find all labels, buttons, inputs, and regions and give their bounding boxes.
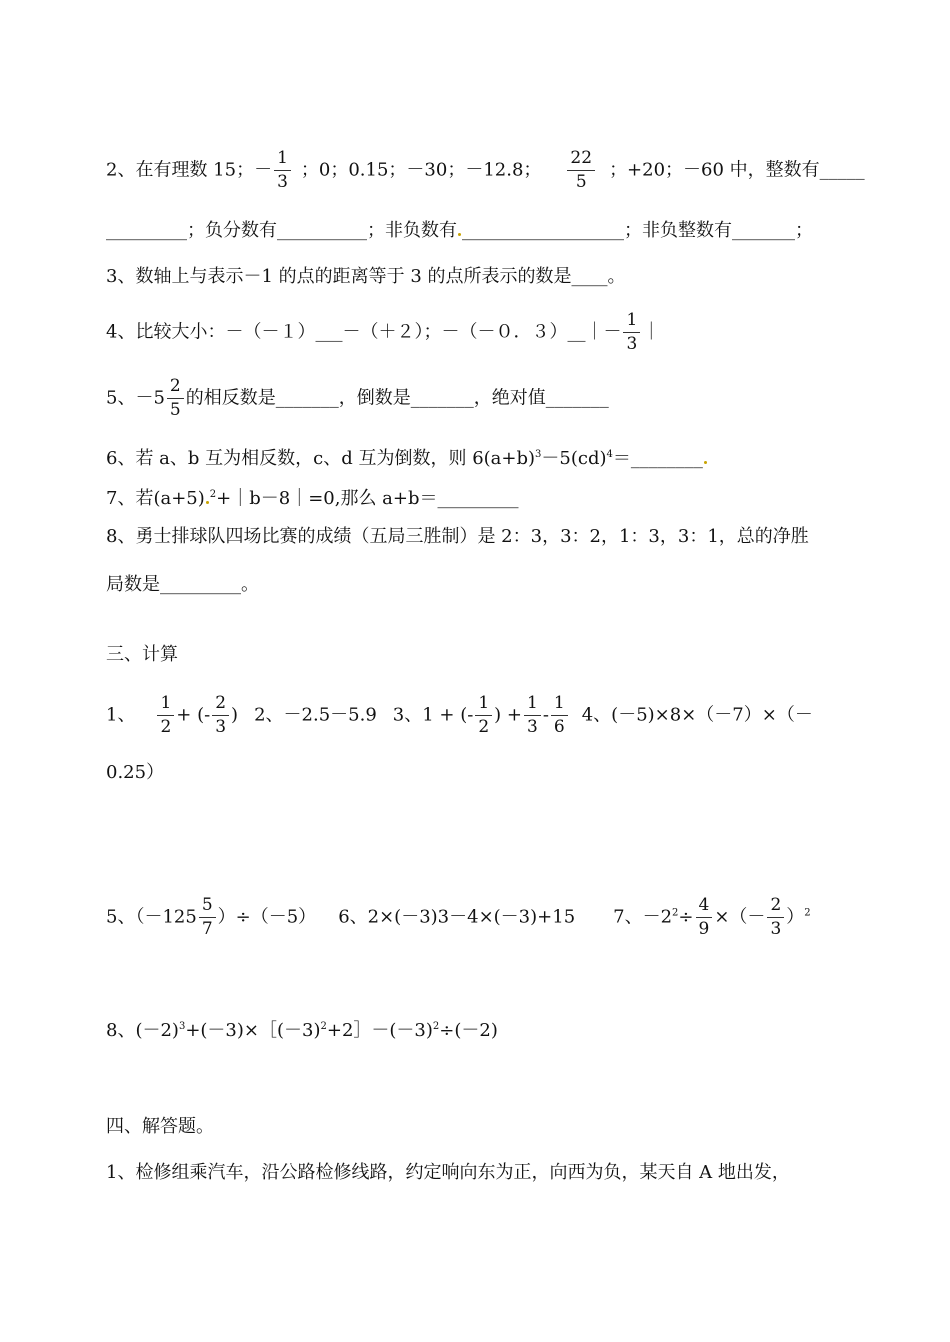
q2-line2a: _________；负分数有__________；非负数有 <box>106 220 457 241</box>
fraction-one-third: $\frac{1}{3}$ <box>274 150 291 191</box>
calc-8-s3: 2 <box>432 1021 440 1032</box>
q6-a: 6、若 a、b 互为相反数，c、d 互为倒数，则 6(a+b) <box>106 448 536 469</box>
calc-row-5 <box>106 897 811 938</box>
fraction-one-sixth: $\frac{1}{6}$ <box>551 695 568 736</box>
fraction-two-thirds: $\frac{2}{3}$ <box>212 695 229 736</box>
calc-7-c: ×（－ <box>714 906 766 928</box>
calc-7-b: ÷ <box>678 906 694 928</box>
calc-8-b: +(－3)×［(－3) <box>185 1020 321 1041</box>
question-5 <box>106 378 609 419</box>
q2-middle: ；0；0.15；－30；－12.8； <box>300 159 542 181</box>
q5-post: 的相反数是_______，倒数是_______，绝对值_______ <box>185 387 609 409</box>
question-8-line-1: 8、勇士排球队四场比赛的成绩（五局三胜制）是 2：3，3：2，1：3，3：1，总的净胜 <box>106 526 809 547</box>
calc-7-sup2: 2 <box>804 907 811 919</box>
q2-line2b: __________________；非负整数有_______； <box>462 220 813 241</box>
question-2-line-1 <box>106 150 865 191</box>
section-heading-answers: 四、解答题。 <box>106 1116 214 1137</box>
mark-dot <box>704 461 707 464</box>
fraction-half: $\frac{1}{2}$ <box>475 695 492 736</box>
calc-8-a: 8、(－2) <box>106 1020 179 1041</box>
calc-1-op: + (- <box>176 704 211 726</box>
q7-a: 7、若(a+5) <box>106 488 205 509</box>
calc-row-8 <box>106 1014 498 1044</box>
calc-2: 2、－2.5－5.9 <box>254 704 377 726</box>
calc-6: 6、2×(－3)3－4×(－3)+15 <box>338 906 576 928</box>
calc-8-s1: 3 <box>178 1021 186 1032</box>
q7-b: +｜b－8｜=0,那么 a+b＝_________ <box>216 488 519 509</box>
calc-8-s2: 2 <box>320 1021 327 1032</box>
q2-prefix: 2、在有理数 15； <box>106 159 255 181</box>
calc-5-a: 5、（－125 <box>106 906 197 928</box>
fraction-four-ninths: $\frac{4}{9}$ <box>696 897 713 938</box>
calc-8-c: +2］－(－3) <box>326 1020 433 1041</box>
fraction-one-third: $\frac{1}{3}$ <box>623 312 640 353</box>
q5-pre: 5、－5 <box>106 387 165 409</box>
mark-dot <box>206 501 209 504</box>
section-heading-calc: 三、计算 <box>106 644 178 665</box>
q6-b: －5(cd) <box>541 448 607 469</box>
fraction-half: $\frac{1}{2}$ <box>157 695 174 736</box>
answer-question-1: 1、检修组乘汽车，沿公路检修线路，约定响向东为正，向西为负，某天自 A 地出发， <box>106 1162 790 1183</box>
question-7 <box>106 482 519 512</box>
q7-sup: 2 <box>209 489 217 500</box>
mark-dot <box>458 233 461 236</box>
q2-suffix: ；+20；－60 中，整数有_____ <box>609 159 865 181</box>
q4-text: 4、比较大小：－（－１）___－（＋２）；－（－０．３）__｜－ <box>106 321 622 343</box>
calc-3-minus: - <box>542 704 549 726</box>
calc-7-a: 7、－2 <box>613 906 673 928</box>
fraction-22-5: $\frac{22}{5}$ <box>567 150 595 191</box>
calc-7-d: ） <box>786 906 805 928</box>
question-3: 3、数轴上与表示－1 的点的距离等于 3 的点所表示的数是____。 <box>106 266 626 287</box>
calc-3-op: ) + <box>494 704 522 726</box>
q6-sup2: 4 <box>606 449 613 460</box>
calc-4: 4、(－5)×8×（－7）×（－ <box>581 704 813 726</box>
question-4 <box>106 312 660 353</box>
q6-c: ＝________ <box>612 448 703 469</box>
question-6 <box>106 442 708 472</box>
calc-1-close: ) <box>231 704 239 726</box>
calc-1-num: 1、 <box>106 704 136 726</box>
fraction-one-third: $\frac{1}{3}$ <box>524 695 541 736</box>
fraction-five-sevenths: $\frac{5}{7}$ <box>199 897 216 938</box>
calc-5-b: ）÷（－5） <box>217 906 317 928</box>
calc-7-sup: 2 <box>672 907 679 919</box>
calc-row-1 <box>106 695 813 736</box>
question-2-line-2 <box>106 218 813 244</box>
q2-neg: － <box>254 159 273 181</box>
calc-8-d: ÷(－2) <box>439 1020 498 1041</box>
calc-4-wrap: 0.25） <box>106 762 165 783</box>
calc-3-start: 3、1 + (- <box>392 704 474 726</box>
q4-end: ｜ <box>642 321 661 343</box>
fraction-two-thirds: $\frac{2}{3}$ <box>767 897 784 938</box>
q6-sup1: 3 <box>535 449 542 460</box>
question-8-line-2: 局数是_________。 <box>106 574 259 595</box>
fraction-two-fifths: $\frac{2}{5}$ <box>167 378 184 419</box>
